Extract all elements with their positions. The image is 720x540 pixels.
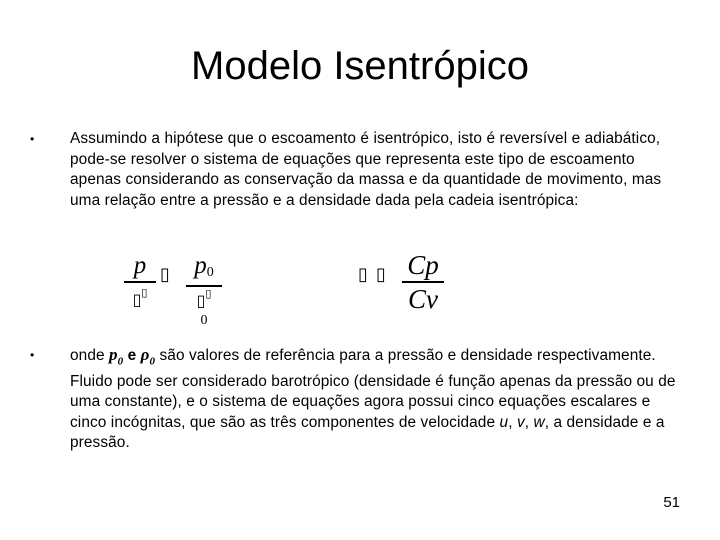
subscript-zero: 0 — [149, 355, 156, 368]
symbol-rho0 — [140, 345, 156, 368]
fraction-p0-over-rho0 — [186, 252, 222, 328]
equals-glyph: ▯ — [376, 264, 386, 285]
variable-v: v — [516, 413, 525, 431]
text-body-b: , a densidade e a pressão. — [70, 413, 665, 452]
fraction-bar — [186, 285, 222, 287]
gamma-glyph: ▯ — [358, 264, 368, 285]
bullet-marker: • — [30, 348, 35, 362]
variable-u: u — [499, 413, 509, 431]
denominator-rho0-gamma — [186, 288, 222, 314]
text-body-a: são valores de referência para a pressão e densidade respectivamente. Fluido pode ser considerado barotrópico (densidade é função apenas da pressão ou de uma constante), e o sistema de equações agora possui cinco equações escalares e cinco incógnitas, que são as três componentes de velocidade — [70, 347, 676, 431]
numerator-cp: Cp — [407, 250, 439, 280]
separator: , — [508, 413, 517, 431]
text-prefix: onde — [70, 347, 110, 364]
gamma-exponent: ▯ — [141, 286, 148, 299]
fraction-bar — [124, 281, 156, 283]
numerator-p0 — [186, 252, 222, 284]
symbol-p0 — [109, 345, 124, 368]
numerator-p: p — [133, 252, 147, 279]
page-number: 51 — [663, 494, 680, 511]
denominator-rho-gamma — [124, 284, 156, 316]
conjunction: e — [123, 347, 141, 364]
bullet-text-1: Assumindo a hipótese que o escoamento é isentrópico, isto é reversível e adiabático, pode-se resolver o sistema de equações que representa este tipo de escoamento apenas considerando as conservação da massa e da quantidade de movimento, mas uma relação entre a pressão e a densidade dada pela cadeia isentrópica: — [70, 130, 662, 209]
symbol-p: p — [109, 345, 118, 364]
separator: , — [524, 413, 534, 431]
fraction-p-over-rho — [124, 252, 156, 316]
gamma-exponent: ▯ — [205, 287, 212, 300]
relation-glyph: ▯ — [160, 264, 170, 285]
denominator-cv: Cv — [408, 283, 438, 314]
subscript-zero: 0 — [117, 355, 124, 368]
bullet-marker: • — [30, 132, 35, 146]
subscript-zero: 0 — [200, 312, 208, 328]
subscript-zero: 0 — [206, 265, 214, 280]
rho-glyph: ▯ — [196, 290, 206, 310]
fraction-cp-over-cv — [402, 250, 444, 314]
fraction-bar — [402, 281, 444, 283]
symbol-rho: ρ — [140, 345, 150, 364]
isentropic-equation — [0, 248, 720, 326]
bullet-text-2 — [70, 345, 688, 454]
variable-w: w — [533, 413, 545, 431]
slide-title: Modelo Isentrópico — [191, 44, 529, 88]
rho-glyph: ▯ — [132, 289, 142, 309]
p-symbol: p — [194, 252, 207, 279]
